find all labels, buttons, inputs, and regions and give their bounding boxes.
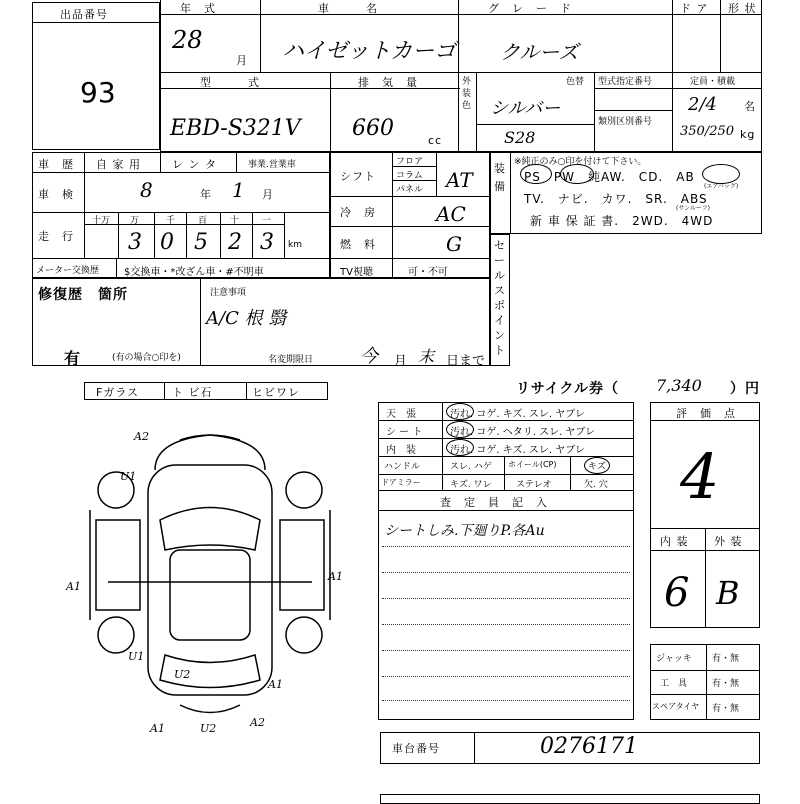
- equipment-row3: 新 車 保 証 書. 2WD. 4WD: [530, 214, 714, 228]
- mileage-label: 走 行: [38, 230, 74, 243]
- condition-row-0-label: 天 張: [386, 409, 416, 420]
- equipment-label: 装備: [494, 162, 506, 193]
- interior-grade-value: 6: [664, 570, 690, 616]
- displacement-value: 660: [352, 116, 394, 141]
- fuel-value: G: [446, 232, 462, 256]
- mileage-unit-3: 百: [198, 216, 208, 226]
- inspection-month: 1: [232, 178, 245, 202]
- shift-column: コラム: [396, 171, 423, 181]
- inspection-month-unit: 月: [262, 188, 274, 201]
- svg-text:A1: A1: [66, 580, 81, 593]
- svg-text:A1: A1: [150, 722, 165, 735]
- meter-exchange-label: メーター交換歴: [36, 266, 100, 276]
- history-rental: レ ン タ: [172, 158, 217, 171]
- shift-floor: フロア: [396, 157, 424, 167]
- equipment-row2: TV. ナビ. カワ. SR. ABS: [524, 192, 708, 206]
- wheel-option: キズ: [588, 462, 606, 472]
- history-private: 自 家 用: [96, 158, 141, 171]
- svg-text:U1: U1: [128, 650, 145, 663]
- glass-crack: ヒビワレ: [252, 386, 300, 399]
- condition-row-2-options: 汚れ. コゲ. キズ. スレ. ヤブレ: [450, 445, 585, 456]
- glass-front: Fガラス: [96, 386, 139, 399]
- mileage-digit-3: 2: [228, 230, 242, 255]
- capacity-label: 定員・積載: [690, 77, 736, 87]
- mileage-digit-0: 3: [128, 230, 142, 255]
- lot-number-label: 出品番号: [60, 8, 108, 21]
- tool-kit-value: 有・無: [712, 679, 740, 689]
- tool-kit-label: 工 具: [660, 679, 688, 689]
- mileage-unit-1: 万: [130, 216, 140, 226]
- repair-label: 修復歴 箇所: [38, 287, 128, 303]
- shape-label: 形 状: [728, 2, 757, 15]
- svg-text:A1: A1: [328, 570, 343, 583]
- shift-panel: パネル: [396, 185, 424, 195]
- car-name-value: ハイゼットカーゴ: [282, 39, 457, 64]
- equipment-row1-sub: (エアバッグ): [704, 183, 739, 190]
- deadline-label: 名変期限日: [268, 355, 314, 365]
- type-number-label: 型式指定番号: [598, 77, 653, 87]
- condition-row-1-options: 汚れ. コゲ. ヘタリ. スレ. ヤブレ: [450, 427, 596, 438]
- deadline-month: 月: [394, 354, 409, 369]
- aircon-label: 冷 房: [340, 206, 376, 219]
- sale-point-label: セールスポイント: [494, 239, 506, 357]
- interior-grade-label: 内 装: [660, 535, 689, 548]
- stereo-option: 欠. 穴: [584, 480, 608, 490]
- load-unit: kg: [740, 128, 756, 141]
- mileage-digit-4: 3: [260, 230, 274, 255]
- recycle-unit: ）円: [730, 381, 760, 397]
- pw-circle: [560, 164, 594, 184]
- year-unit: 月: [236, 54, 248, 67]
- displacement-unit: cc: [428, 134, 443, 147]
- svg-text:A1: A1: [268, 678, 283, 691]
- tool-jack-value: 有・無: [712, 654, 740, 664]
- interior-dirt-circle: [446, 439, 474, 456]
- chassis-value: 0276171: [540, 734, 638, 759]
- ceiling-dirt-circle: [446, 403, 474, 420]
- mileage-unit: km: [288, 240, 302, 250]
- color-code-value: S28: [504, 128, 536, 147]
- tool-spare-label: スペアタイヤ: [652, 702, 700, 711]
- wheel-label: ホイール(CP): [508, 460, 557, 469]
- condition-row-4-options: キズ. ワレ: [450, 480, 492, 490]
- notes-value: A/C 根 翳: [206, 308, 287, 329]
- mileage-digit-2: 5: [194, 230, 208, 255]
- inspection-year-unit: 年: [200, 188, 212, 201]
- shift-label: シフト: [340, 170, 376, 183]
- chassis-label: 車台番号: [392, 742, 440, 755]
- condition-row-2-label: 内 装: [386, 445, 416, 456]
- inspector-text: シートしみ.下廻りP.各Au: [384, 523, 545, 539]
- class-number-label: 類別区別番号: [598, 117, 653, 127]
- condition-row-3-label: ハンドル: [384, 462, 421, 472]
- car-name-label: 車 名: [318, 2, 378, 15]
- equipment-row1: PS PW 純AW. CD. AB: [524, 170, 695, 184]
- wheel-scratch-circle: [584, 457, 610, 474]
- grade-value: クルーズ: [500, 40, 579, 64]
- history-label: 車 歴: [38, 158, 74, 171]
- exterior-color-label: 外装色: [462, 77, 472, 111]
- repair-value: 有: [64, 349, 82, 368]
- repair-note: (有の場合○印を): [112, 353, 181, 363]
- load-value: 350/250: [680, 124, 735, 139]
- condition-row-0-options: 汚れ. コゲ. キズ. スレ. ヤブレ: [450, 409, 585, 420]
- svg-text:A2: A2: [250, 716, 265, 729]
- car-damage-diagram: [60, 410, 360, 740]
- equipment-note: ※純正のみ○印を付けて下さい。: [514, 157, 647, 167]
- model-value: EBD-S321V: [170, 116, 301, 141]
- inspector-label: 査 定 員 記 入: [440, 496, 548, 509]
- tool-jack-label: ジャッキ: [656, 654, 692, 664]
- condition-row-1-label: シ ー ト: [386, 427, 423, 438]
- mileage-digit-1: 0: [160, 230, 174, 255]
- capacity-value: 2/4: [688, 94, 717, 115]
- deadline-end: 末: [418, 347, 435, 366]
- door-label: ド ア: [680, 2, 709, 15]
- svg-text:A2: A2: [134, 430, 149, 443]
- grade-label: 評 価 点: [676, 407, 736, 420]
- shift-value: AT: [446, 168, 473, 192]
- grade-label: グ レ ー ド: [488, 2, 572, 15]
- tv-label: TV視聴: [340, 267, 373, 278]
- deadline-value: 今: [360, 346, 378, 367]
- year-label: 年 式: [180, 2, 216, 15]
- mileage-unit-2: 千: [166, 216, 176, 226]
- recycle-value: 7,340: [656, 376, 702, 395]
- lot-number: 93: [80, 76, 116, 109]
- inspection-year: 8: [140, 178, 153, 202]
- grade-score: 4: [680, 440, 720, 513]
- history-business: 事業.営業車: [248, 160, 296, 170]
- recycle-label: リサイクル券（: [516, 381, 620, 397]
- mileage-unit-0: 十万: [92, 216, 111, 226]
- year-value: 28: [172, 26, 203, 54]
- deadline-day: 日まで: [446, 354, 486, 369]
- tv-options: 可・不可: [408, 267, 448, 278]
- model-label: 型 式: [200, 76, 260, 89]
- mileage-unit-4: 十: [230, 216, 240, 226]
- equipment-row2-sub: (サンルーフ): [676, 205, 710, 212]
- stereo-label: ステレオ: [516, 480, 552, 490]
- footer-strip: [380, 794, 760, 804]
- condition-row-3-options: スレ. ハゲ: [450, 462, 492, 472]
- inspection-label: 車 検: [38, 188, 74, 201]
- exterior-grade-label: 外 装: [714, 535, 743, 548]
- aircon-value: AC: [436, 202, 466, 226]
- ab-circle: [702, 164, 740, 184]
- svg-text:U1: U1: [120, 470, 137, 483]
- glass-chip: ト ビ石: [172, 386, 213, 399]
- color-change-label: 色替: [566, 77, 585, 87]
- mileage-unit-5: 一: [262, 216, 272, 226]
- seat-dirt-circle: [446, 421, 474, 438]
- condition-row-4-label: ドアミラー: [381, 478, 421, 487]
- fuel-label: 燃 料: [340, 238, 376, 251]
- capacity-unit: 名: [744, 100, 756, 113]
- exterior-grade-value: B: [716, 574, 740, 612]
- tool-spare-value: 有・無: [712, 704, 740, 714]
- svg-text:U2: U2: [174, 668, 191, 681]
- color-value: シルバー: [490, 98, 561, 119]
- meter-exchange-options: $交換車・*改ざん車・#不明車: [124, 267, 264, 278]
- displacement-label: 排 気 量: [358, 76, 418, 89]
- svg-text:U2: U2: [200, 722, 217, 735]
- ps-circle: [520, 164, 552, 184]
- notes-label: 注意事項: [210, 288, 247, 298]
